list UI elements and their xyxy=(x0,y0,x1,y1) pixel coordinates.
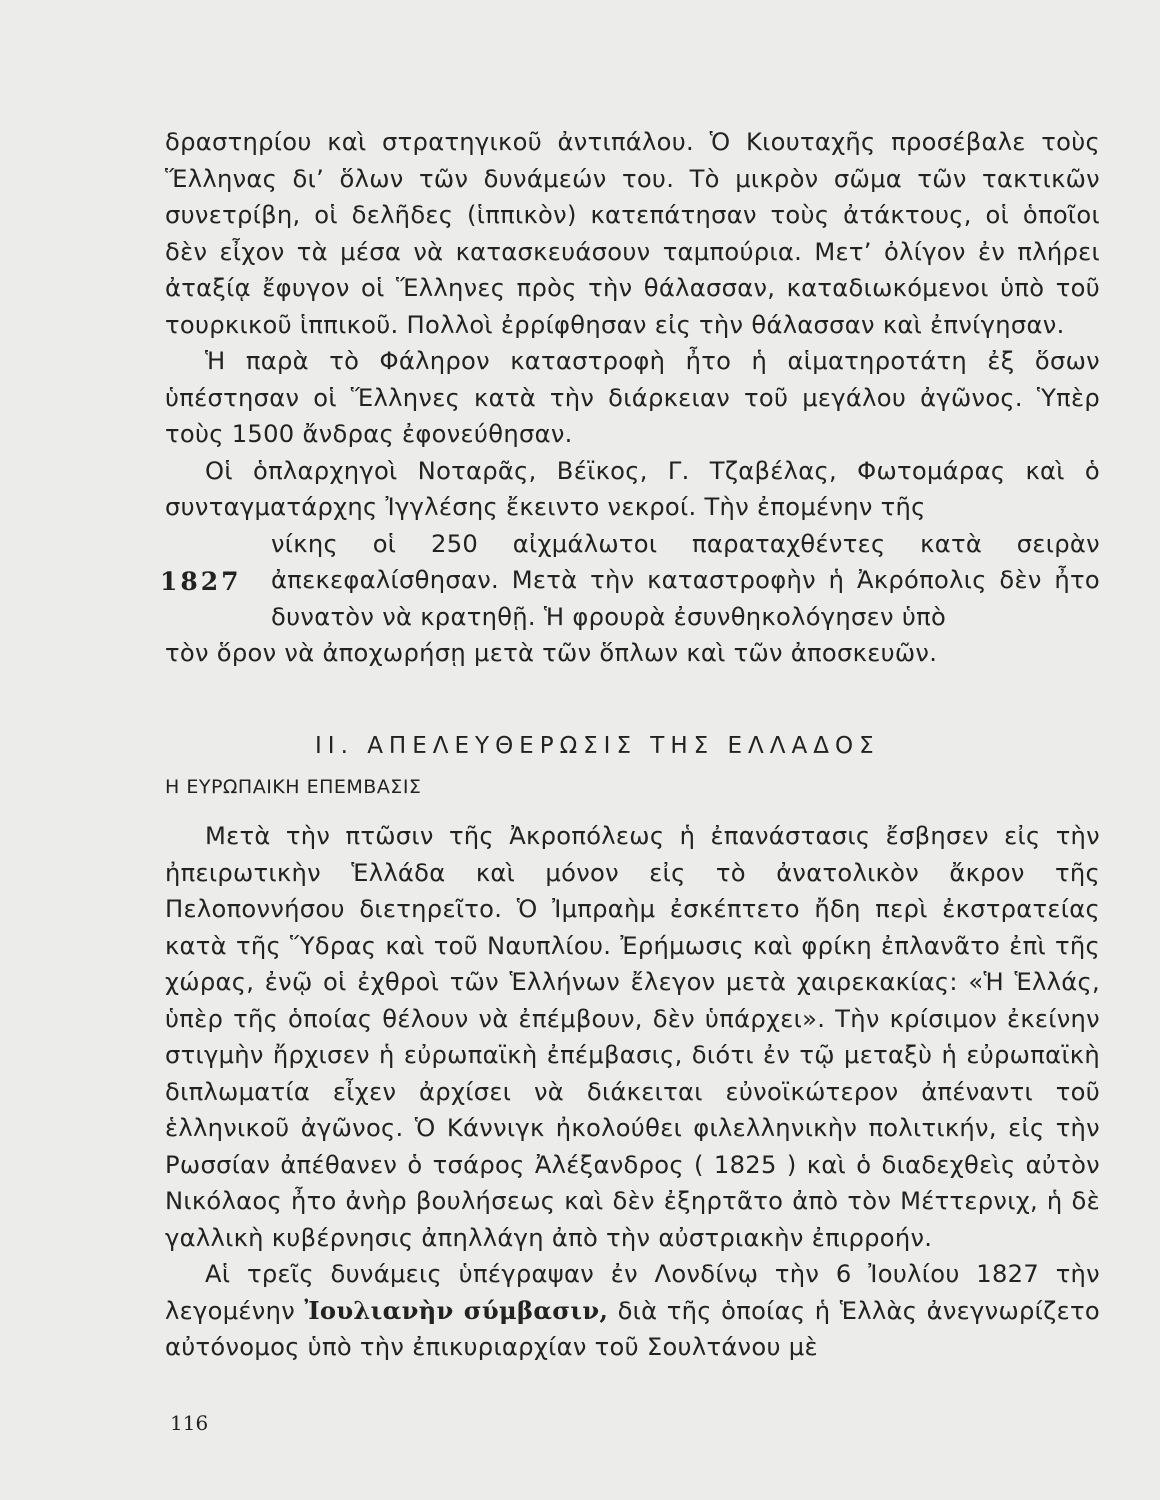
paragraph-text: Αἱ τρεῖς δυνάμεις ὑπέγραψαν ἐν Λονδίνῳ τὴν 6 Ἰουλίου 1827 τὴν λεγομένην xyxy=(165,1260,1100,1325)
section-heading: Η ΕΥΡΩΠΑΙΚΗ ΕΠΕΜΒΑΣΙΣ xyxy=(165,776,422,798)
paragraph xyxy=(165,1256,1100,1366)
text-block-top xyxy=(160,124,1100,672)
page-number: 116 xyxy=(170,1411,209,1435)
paragraph: τὸν ὅρον νὰ ἀποχωρήσῃ μετὰ τῶν ὅπλων καὶ τῶν ἀποσκευῶν. xyxy=(165,639,938,667)
paragraph-text: διὰ τῆς ὁποίας ἡ Ἑλλὰς ἀνεγνωρίζετο αὐτόνομος ὑπὸ τὴν ἐπικυριαρχίαν τοῦ Σουλτάνου μὲ xyxy=(165,1296,1100,1361)
paragraph: δραστηρίου καὶ στρατηγικοῦ ἀντιπάλου. Ὁ Κιουταχῆς προσέβαλε τοὺς Ἕλληνας δι’ ὅλων τῶν δυνάμεών του. Τὸ μικρὸν σῶμα τῶν τακτικῶν συνετρίβη, οἱ δελῆδες (ἱππικὸν) κατεπάτησαν τοὺς ἀτάκτους, οἱ ὁποῖοι δὲν εἶχον τὰ μέσα νὰ κατασκευάσουν ταμπούρια. Μετ’ ὀλίγον ἐν πλήρει ἀταξίᾳ ἔφυγον οἱ Ἕλληνες πρὸς τὴν θάλασσαν, καταδιωκόμενοι ὑπὸ τοῦ τουρκικοῦ ἱππικοῦ. Πολλοὶ ἐρρίφθησαν εἰς τὴν θάλασσαν καὶ ἐπνίγησαν. xyxy=(165,128,1100,339)
paragraph: Μετὰ τὴν πτῶσιν τῆς Ἀκροπόλεως ἡ ἐπανάστασις ἔσβησεν εἰς τὴν ἠπειρωτικὴν Ἑλλάδα καὶ μόνον εἰς τὸ ἀνατολικὸν ἄκρον τῆς Πελοποννήσου διετηρεῖτο. Ὁ Ἰμπραὴμ ἐσκέπτετο ἤδη περὶ ἐκστρατείας κατὰ τῆς Ὕδρας καὶ τοῦ Ναυπλίου. Ἐρήμωσις καὶ φρίκη ἐπλανᾶτο ἐπὶ τῆς χώρας, ἐνῷ οἱ ἐχθροὶ τῶν Ἑλλήνων ἔλεγον μετὰ χαιρεκακίας: «Ἡ Ἑλλάς, ὑπὲρ τῆς ὁποίας θέλουν νὰ ἐπέμβουν, δὲν ὑπάρχει». Τὴν κρίσιμον ἐκείνην στιγμὴν ἤρχισεν ἡ εὐρωπαϊκὴ ἐπέμβασις, διότι ἐν τῷ μεταξὺ ἡ εὐρωπαϊκὴ διπλωματία εἶχεν ἀρχίσει νὰ διάκειται εὐνοϊκώτερον ἀπέναντι τοῦ ἑλληνικοῦ ἀγῶνος. Ὁ Κάννιγκ ἠκολούθει φιλελληνικὴν πολιτικήν, εἰς τὴν Ρωσσίαν ἀπέθανεν ὁ τσάρος Ἀλέξανδρος ( 1825 ) καὶ ὁ διαδεχθεὶς αὐτὸν Νικόλαος ἦτο ἀνὴρ βουλήσεως καὶ δὲν ἐξηρτᾶτο ἀπὸ τὸν Μέττερνιχ, ἡ δὲ γαλλικὴ κυβέρνησις ἀπηλλάγη ἀπὸ τὴν αὐστριακὴν ἐπιρροήν. xyxy=(165,822,1100,1252)
paragraph: Ἡ παρὰ τὸ Φάληρον καταστροφὴ ἦτο ἡ αἱματηροτάτη ἐξ ὅσων ὑπέστησαν οἱ Ἕλληνες κατὰ τὴν διάρκειαν τοῦ μεγάλου ἀγῶνος. Ὑπὲρ τοὺς 1500 ἄνδρας ἐφονεύθησαν. xyxy=(165,347,1100,448)
year-margin-block xyxy=(160,526,1100,636)
paragraph: Οἱ ὁπλαρχηγοὶ Νοταρᾶς, Βέϊκος, Γ. Τζαβέλας, Φωτομάρας καὶ ὁ συνταγματάρχης Ἰγγλέσης ἔκειντο νεκροί. Τὴν ἐπομένην τῆς xyxy=(165,456,1100,521)
margin-year: 1827 xyxy=(160,566,242,596)
chapter-heading: II. ΑΠΕΛΕΥΘΕΡΩΣΙΣ ΤΗΣ ΕΛΛΑΔΟΣ xyxy=(315,733,880,759)
text-block-bottom xyxy=(165,818,1100,1366)
paragraph: νίκης οἱ 250 αἰχμάλωτοι παραταχθέντες κατὰ σειρὰν ἀπεκεφαλίσθησαν. Μετὰ τὴν καταστροφὴν ἡ Ἀκρόπολις δὲν ἦτο δυνατὸν νὰ κρατηθῇ. Ἡ φρουρὰ ἐσυνθηκολόγησεν ὑπὸ xyxy=(271,529,1100,631)
treaty-name: Ἰουλιανὴν σύμβασιν, xyxy=(304,1295,609,1325)
